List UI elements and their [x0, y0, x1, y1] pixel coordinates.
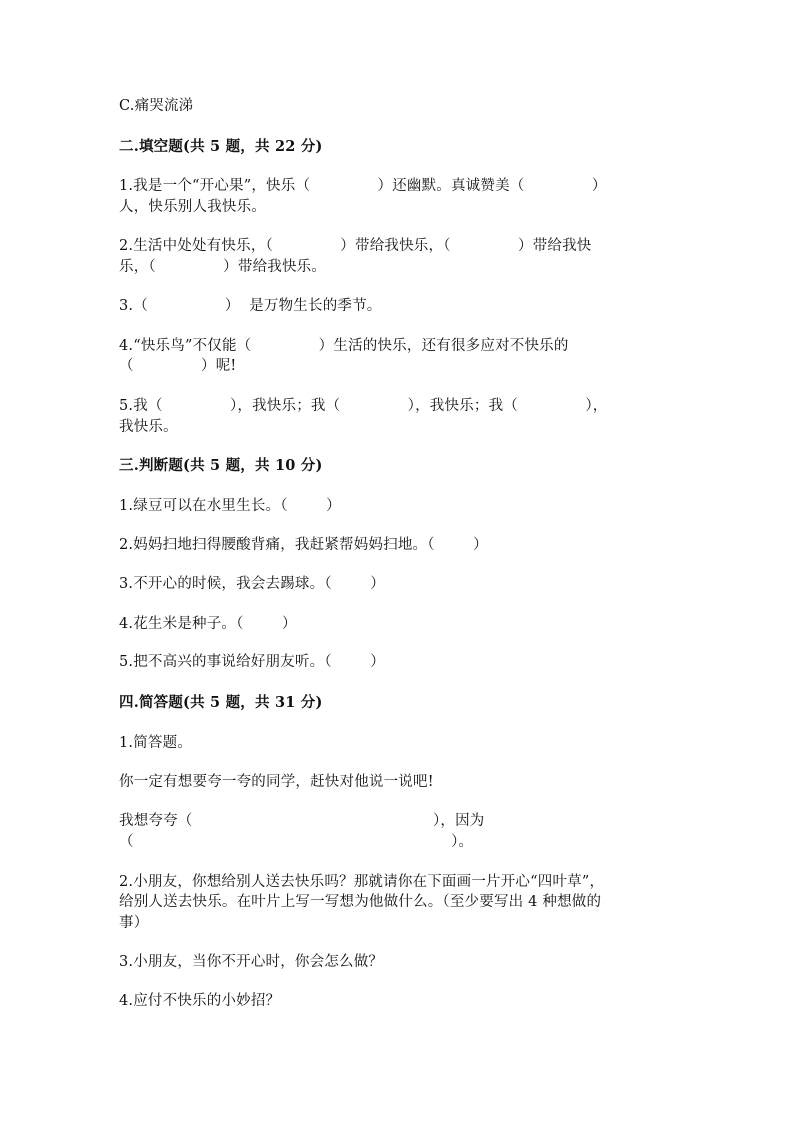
judge-question-1: 1.绿豆可以在水里生长。（ ）: [119, 498, 341, 514]
option-c: C.痛哭流涕: [119, 98, 194, 114]
short-question-2-line-1: 2.小朋友，你想给别人送去快乐吗？那就请你在下面画一片开心“四叶草”，: [119, 874, 605, 890]
fill-question-5-line-1: 5.我（ ），我快乐；我（ ），我快乐；我（ ），: [119, 398, 608, 414]
fill-question-2-line-2: 乐，（ ）带给我快乐。: [119, 259, 327, 275]
fill-question-4-line-1: 4.“快乐鸟”不仅能（ ）生活的快乐，还有很多应对不快乐的: [119, 338, 569, 354]
section-3-heading: 三.判断题(共 5 题，共 10 分): [119, 457, 323, 474]
fill-question-5-line-2: 我快乐。: [119, 419, 178, 435]
section-2-heading: 二.填空题(共 5 题，共 22 分): [119, 138, 323, 155]
fill-question-1-line-2: 人，快乐别人我快乐。: [119, 199, 266, 215]
short-question-1-prompt: 你一定有想要夸一夸的同学，赶快对他说一说吧!: [119, 774, 434, 790]
fill-question-2-line-1: 2.生活中处处有快乐，（ ）带给我快乐，（ ）带给我快: [119, 238, 592, 254]
fill-question-3: 3.（ ） 是万物生长的季节。: [119, 298, 382, 314]
short-question-3: 3.小朋友，当你不开心时，你会怎么做？: [119, 954, 384, 970]
short-question-1-fill-line-2: （ ）。: [119, 834, 474, 850]
short-question-1-fill-line-1: 我想夸夸（ ），因为: [119, 813, 485, 829]
section-4-heading: 四.简答题(共 5 题，共 31 分): [119, 694, 323, 711]
judge-question-2: 2.妈妈扫地扫得腰酸背痛，我赶紧帮妈妈扫地。（ ）: [119, 537, 488, 553]
fill-question-1-line-1: 1.我是一个“开心果”，快乐（ ）还幽默。真诚赞美（ ）: [119, 178, 607, 194]
judge-question-4: 4.花生米是种子。（ ）: [119, 616, 297, 632]
short-question-1-title: 1.简答题。: [119, 735, 193, 751]
judge-question-3: 3.不开心的时候，我会去踢球。（ ）: [119, 576, 385, 592]
short-question-2-line-2: 给别人送去快乐。在叶片上写一写想为他做什么。（至少要写出 4 种想做的: [119, 894, 602, 910]
short-question-4: 4.应付不快乐的小妙招？: [119, 993, 281, 1009]
short-question-2-line-3: 事）: [119, 915, 149, 931]
fill-question-4-line-2: （ ）呢!: [119, 358, 237, 374]
judge-question-5: 5.把不高兴的事说给好朋友听。（ ）: [119, 654, 385, 670]
